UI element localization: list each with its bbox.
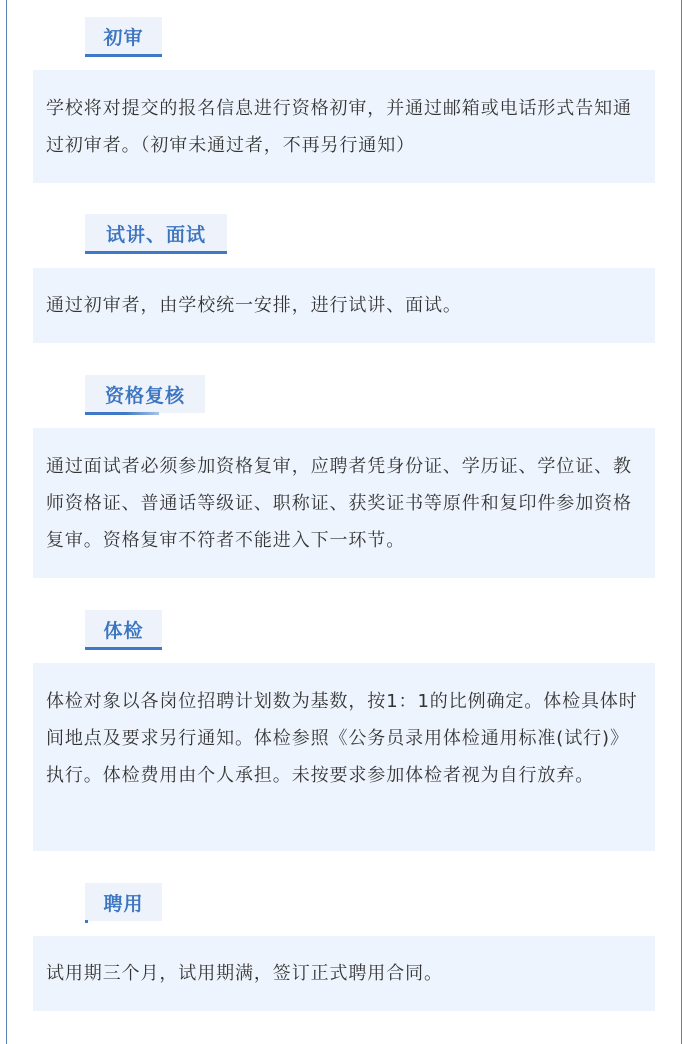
section-title-tag: [85, 375, 205, 413]
section-paragraph: 通过初审者，由学校统一安排，进行试讲、面试。: [46, 295, 462, 316]
section-content-box: [33, 663, 655, 851]
left-border-line: [6, 0, 7, 1044]
section-paragraph: 试用期三个月，试用期满，签订正式聘用合同。: [46, 963, 443, 984]
section-title-tag: [85, 17, 162, 55]
section-title: 体检: [103, 619, 144, 642]
right-border-line: [681, 0, 682, 1044]
section-title: 试讲、面试: [105, 223, 206, 246]
section-paragraph: 学校将对提交的报名信息进行资格初审，并通过邮箱或电话形式告知通过初审者。（初审未通过者，不再另行通知）: [46, 98, 632, 156]
section-content-box: [33, 70, 655, 183]
section-content-box: [33, 936, 655, 1011]
title-underline: [85, 920, 88, 923]
title-underline: [85, 412, 159, 415]
section-content-box: [33, 428, 655, 578]
section-paragraph: 体检对象以各岗位招聘计划数为基数，按1：1的比例确定。体检具体时间地点及要求另行通知。体检参照《公务员录用体检通用标准(试行)》执行。体检费用由个人承担。未按要求参加体检者视为自行放弃。: [46, 691, 638, 786]
section-title: 聘用: [103, 892, 144, 915]
section-content-box: [33, 268, 655, 343]
title-underline: [85, 251, 227, 254]
section-title-tag: [85, 610, 162, 648]
title-underline: [85, 647, 162, 650]
section-title: 资格复核: [104, 384, 185, 407]
section-paragraph: 通过面试者必须参加资格复审，应聘者凭身份证、学历证、学位证、教师资格证、普通话等级证、职称证、获奖证书等原件和复印件参加资格复审。资格复审不符者不能进入下一环节。: [46, 456, 632, 551]
section-title-tag: [85, 883, 162, 921]
section-title: 初审: [103, 26, 144, 49]
title-underline: [85, 54, 162, 57]
section-title-tag: [85, 214, 227, 252]
